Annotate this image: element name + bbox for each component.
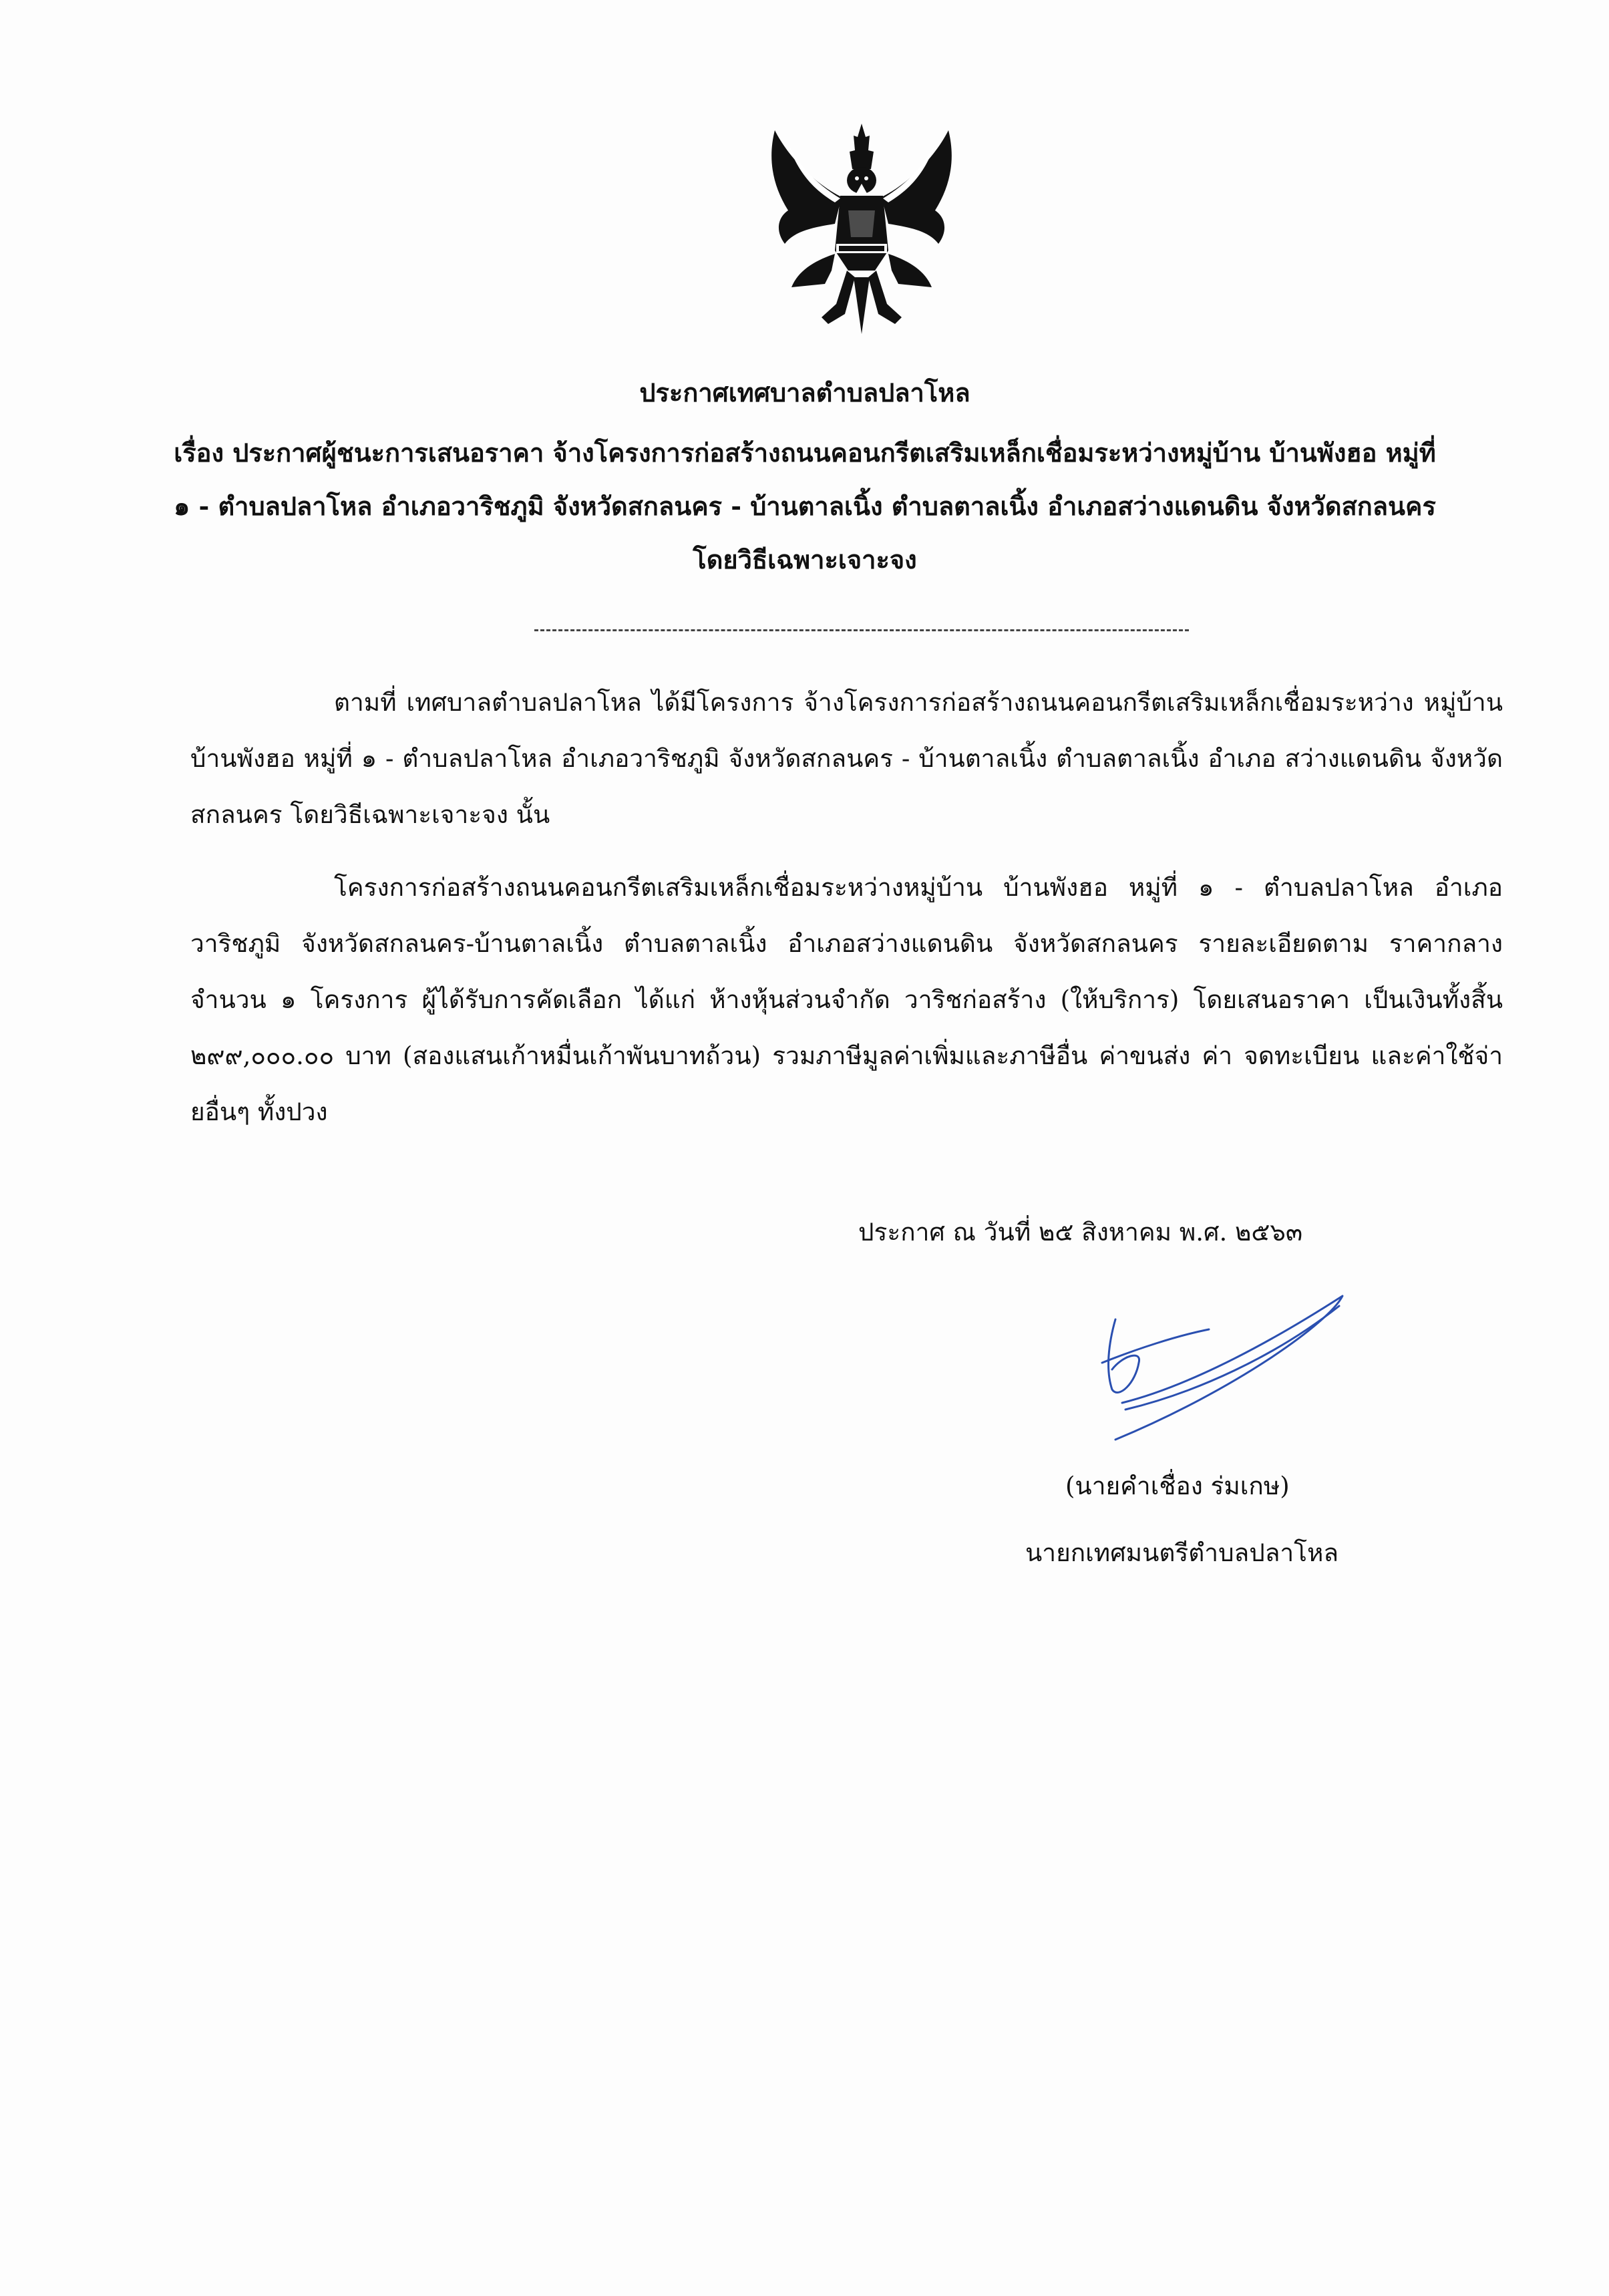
document-subject: เรื่อง ประกาศผู้ชนะการเสนอราคา จ้างโครงการก่อสร้างถนนคอนกรีตเสริมเหล็กเชื่อมระหว่างหมู่บ้าน บ้านพังฮอ หมู่ที่ ๑ - ตำบลปลาโหล อำเภอวาริชภูมิ จังหวัดสกลนคร - บ้านตาลเนิ้ง ตำบลตาลเนิ้ง อำเภอสว่างแดนดิน จังหวัดสกลนคร โดยวิธีเฉพาะเจาะจง [174,438,1436,575]
signer-name: (นายคำเชื่อง ร่มเกษ) [1065,1472,1290,1500]
garuda-emblem-icon [761,117,962,337]
section-divider [534,629,1189,631]
handwritten-signature [1075,1283,1356,1483]
body-paragraph-1: ตามที่ เทศบาลตำบลปลาโหล ได้มีโครงการ จ้างโครงการก่อสร้างถนนคอนกรีตเสริมเหล็กเชื่อมระหว่าง หมู่บ้าน บ้านพังฮอ หมู่ที่ ๑ - ตำบลปลาโหล อำเภอวาริชภูมิ จังหวัดสกลนคร - บ้านตาลเนิ้ง ตำบลตาลเนิ้ง อำเภอ สว่างแดนดิน จังหวัดสกลนคร โดยวิธีเฉพาะเจาะจง นั้น [190,688,1503,829]
announcement-date: ประกาศ ณ วันที่ ๒๕ สิงหาคม พ.ศ. ๒๕๖๓ [858,1218,1303,1247]
signer-title: นายกเทศมนตรีตำบลปลาโหล [1025,1538,1339,1567]
body-paragraph-2: โครงการก่อสร้างถนนคอนกรีตเสริมเหล็กเชื่อมระหว่างหมู่บ้าน บ้านพังฮอ หมู่ที่ ๑ - ตำบลปลาโหล อำเภอวาริชภูมิ จังหวัดสกลนคร-บ้านตาลเนิ้ง ตำบลตาลเนิ้ง อำเภอสว่างแดนดิน จังหวัดสกลนคร รายละเอียดตาม ราคากลาง จำนวน ๑ โครงการ ผู้ได้รับการคัดเลือก ได้แก่ ห้างหุ้นส่วนจำกัด วาริชก่อสร้าง (ให้บริการ) โดยเสนอราคา เป็นเงินทั้งสิ้น ๒๙๙,๐๐๐.๐๐ บาท (สองแสนเก้าหมื่นเก้าพันบาทถ้วน) รวมภาษีมูลค่าเพิ่มและภาษีอื่น ค่าขนส่ง ค่า จดทะเบียน และค่าใช้จ่ายอื่นๆ ทั้งปวง [190,873,1503,1126]
document-title: ประกาศเทศบาลตำบลปลาโหล [639,377,970,407]
